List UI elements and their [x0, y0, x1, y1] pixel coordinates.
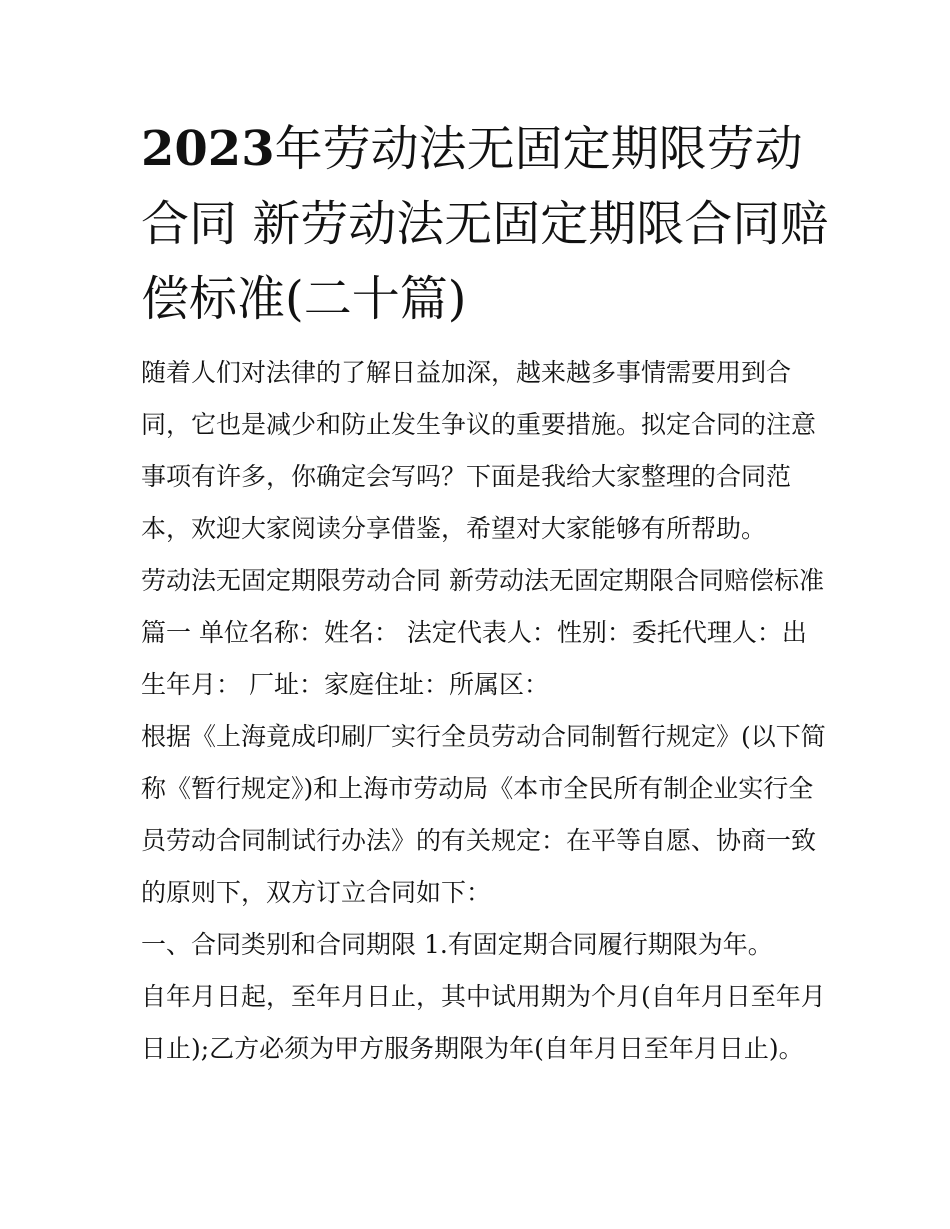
- document-title: [141, 112, 831, 337]
- section-heading-paragraph: 劳动法无固定期限劳动合同 新劳动法无固定期限合同赔偿标准篇一 单位名称：姓名： 法定代表人：性别：委托代理人：出生年月： 厂址：家庭住址：所属区：: [141, 566, 824, 699]
- clause-one-paragraph: 一、合同类别和合同期限 1.有固定期合同履行期限为年。: [141, 930, 773, 959]
- document-page: [141, 112, 831, 1075]
- title-text: 年劳动法无固定期限劳动合同 新劳动法无固定期限合同赔偿标准(二十篇): [141, 121, 829, 327]
- basis-paragraph: 根据《上海竟成印刷厂实行全员劳动合同制暂行规定》(以下简称《暂行规定》)和上海市劳动局《本市全民所有制企业实行全员劳动合同制试行办法》的有关规定：在平等自愿、协商一致的原则下，双方订立合同如下：: [141, 722, 826, 907]
- intro-paragraph: 随着人们对法律的了解日益加深，越来越多事情需要用到合同，它也是减少和防止发生争议的重要措施。拟定合同的注意事项有许多，你确定会写吗？下面是我给大家整理的合同范本，欢迎大家阅读分享借鉴，希望对大家能够有所帮助。: [141, 358, 817, 543]
- title-year: 2023: [141, 121, 275, 177]
- term-paragraph: 自年月日起，至年月日止，其中试用期为个月(自年月日至年月日止);乙方必须为甲方服务期限为年(自年月日至年月日止)。: [141, 982, 826, 1063]
